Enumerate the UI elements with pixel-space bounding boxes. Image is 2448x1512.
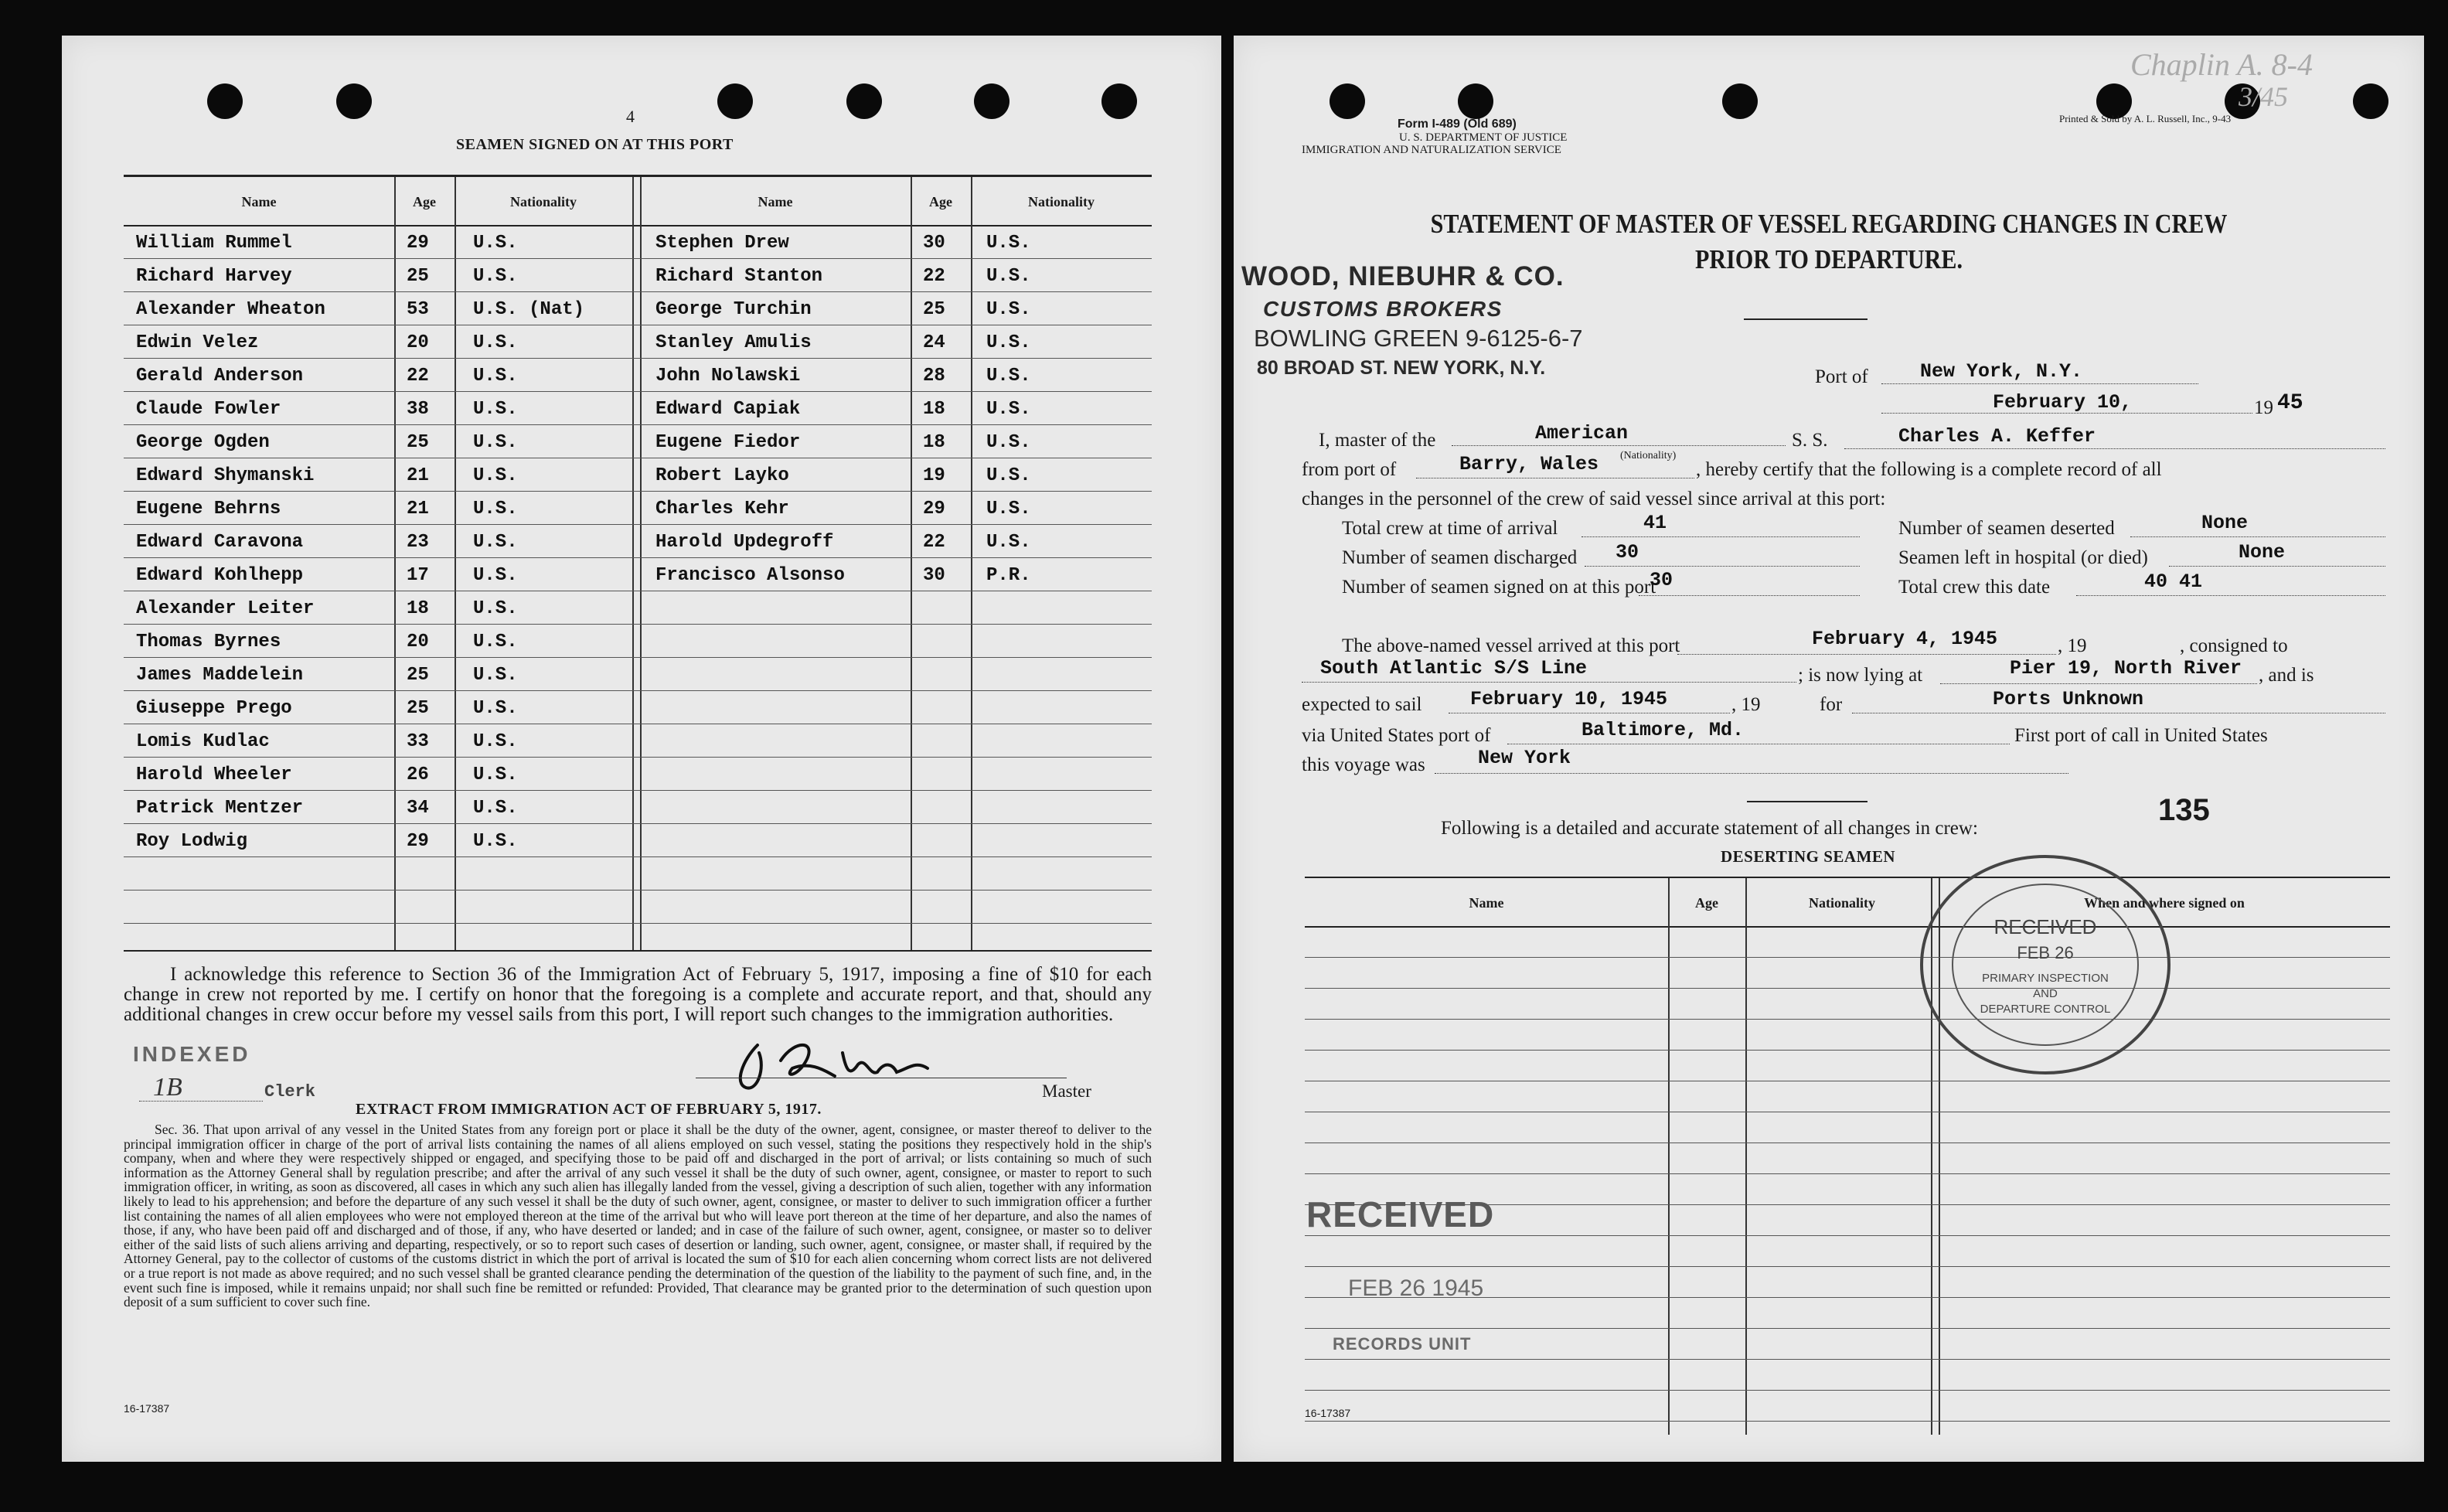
broker-stamp-name: WOOD, NIEBUHR & CO. <box>1241 261 1564 291</box>
seaman-nationality: U.S. <box>473 366 518 387</box>
column-header-nationality: Nationality <box>509 194 577 209</box>
column-header-signed-on: When and where signed on <box>2084 895 2245 911</box>
seaman-age: 25 <box>407 266 429 287</box>
seaman-nationality: U.S. <box>473 332 518 353</box>
seaman-name: Alexander Leiter <box>136 598 315 619</box>
total-crew-arrival-line <box>1581 536 1860 537</box>
seaman-nationality: U.S. <box>986 465 1031 486</box>
row-rule <box>124 358 1152 359</box>
seaman-name: Harold Updegroff <box>655 532 834 553</box>
clerk-initials: 1B <box>153 1073 182 1102</box>
seaman-age: 17 <box>407 565 429 586</box>
extract-title: EXTRACT FROM IMMIGRATION ACT OF FEBRUARY 5, 1917. <box>356 1101 822 1118</box>
inspection-stamp-line1: PRIMARY INSPECTION <box>1982 972 2109 985</box>
form-code: 16-17387 <box>1305 1407 1351 1419</box>
seaman-name: William Rummel <box>136 233 292 254</box>
seaman-nationality: U.S. <box>986 499 1031 519</box>
header-rule <box>124 225 1152 226</box>
seaman-nationality: P.R. <box>986 565 1031 586</box>
deserted-value: None <box>2201 512 2249 534</box>
inspection-stamp-received: RECEIVED <box>1993 915 2097 938</box>
date-value: February 10, <box>1993 391 2133 414</box>
hospital-line <box>2169 566 2385 567</box>
year-value: 45 <box>2277 391 2303 415</box>
for-value: Ports Unknown <box>1993 688 2144 710</box>
row-rule <box>1305 1235 2390 1236</box>
total-crew-arrival-label: Total crew at time of arrival <box>1342 518 1558 539</box>
via-label: via United States port of <box>1302 725 1491 746</box>
column-divider <box>911 177 912 950</box>
seaman-nationality: U.S. <box>986 366 1031 387</box>
port-label: Port of <box>1815 366 1868 387</box>
inspection-stamp-line2: AND <box>2033 987 2058 1000</box>
column-header-nationality: Nationality <box>1808 895 1875 911</box>
seaman-name: Stephen Drew <box>655 233 789 254</box>
discharged-label: Number of seamen discharged <box>1342 547 1578 568</box>
punch-hole <box>974 83 1010 119</box>
seaman-age: 53 <box>407 299 429 320</box>
seaman-name: Stanley Amulis <box>655 332 812 353</box>
seaman-nationality: U.S. <box>473 798 518 819</box>
vessel-name: Charles A. Keffer <box>1898 425 2096 448</box>
header-rule <box>1305 926 2390 928</box>
ss-label: S. S. <box>1792 430 1828 451</box>
row-rule <box>124 856 1152 857</box>
nationality-caption: (Nationality) <box>1620 450 1677 461</box>
seaman-nationality: U.S. <box>986 399 1031 420</box>
consigned-label: , consigned to <box>2180 635 2288 656</box>
seaman-age: 18 <box>923 432 945 453</box>
row-rule <box>124 624 1152 625</box>
seaman-age: 25 <box>407 698 429 719</box>
records-unit-stamp: RECORDS UNIT <box>1333 1334 1472 1354</box>
punch-hole <box>1101 83 1137 119</box>
lying-value: Pier 19, North River <box>2010 657 2242 679</box>
seaman-age: 29 <box>923 499 945 519</box>
seaman-name: Edward Shymanski <box>136 465 315 486</box>
broker-stamp-phone: BOWLING GREEN 9-6125-6-7 <box>1254 325 1583 352</box>
punch-hole <box>717 83 753 119</box>
total-crew-arrival-value: 41 <box>1643 512 1667 534</box>
seaman-age: 23 <box>407 532 429 553</box>
column-divider <box>632 177 634 950</box>
punch-hole <box>1330 83 1365 119</box>
seaman-name: Edward Kohlhepp <box>136 565 304 586</box>
received-date: FEB 26 1945 <box>1348 1275 1484 1301</box>
seaman-name: Eugene Behrns <box>136 499 281 519</box>
seaman-name: Edward Capiak <box>655 399 801 420</box>
total-crew-date-line <box>2076 595 2385 596</box>
master-of-label: I, master of the <box>1319 430 1436 451</box>
for-label: for <box>1820 694 1843 715</box>
arrived-line <box>1677 654 2056 655</box>
printer-credit: Printed & Sold by A. L. Russell, Inc., 9-43 <box>2059 113 2232 124</box>
seaman-nationality: U.S. <box>473 465 518 486</box>
seaman-name: Robert Layko <box>655 465 789 486</box>
seaman-name: Harold Wheeler <box>136 765 292 785</box>
row-rule <box>124 690 1152 691</box>
punch-hole <box>336 83 372 119</box>
seaman-name: Charles Kehr <box>655 499 789 519</box>
seaman-age: 26 <box>407 765 429 785</box>
seaman-nationality: U.S. <box>473 831 518 852</box>
row-rule <box>124 524 1152 525</box>
expected-value: February 10, 1945 <box>1470 688 1668 710</box>
port-value: New York, N.Y. <box>1920 360 2083 383</box>
hospital-label: Seamen left in hospital (or died) <box>1898 547 2148 568</box>
seaman-age: 19 <box>923 465 945 486</box>
column-divider <box>640 177 642 950</box>
seaman-age: 30 <box>923 565 945 586</box>
form-title-line2: PRIOR TO DEPARTURE. <box>1695 244 1963 274</box>
row-rule <box>124 291 1152 292</box>
acknowledgement-text: I acknowledge this reference to Section 36 of the Immigration Act of February 5, 1917, imposing a fine of $10 for each change in crew not reported by me. I certify on honor that the foregoing is a complete and accurate report, and that, should any additional changes in crew occur before my vessel sails from this port, I will report such changes to the immigration authorities. <box>124 964 1152 1025</box>
inspection-stamp-line3: DEPARTURE CONTROL <box>1980 1003 2111 1016</box>
date-line <box>1881 413 2252 414</box>
row-rule <box>124 790 1152 791</box>
discharged-value: 30 <box>1616 541 1639 564</box>
row-rule <box>1305 1359 2390 1360</box>
seaman-age: 22 <box>923 266 945 287</box>
column-divider <box>455 177 456 950</box>
seaman-age: 22 <box>923 532 945 553</box>
seaman-nationality: U.S. <box>986 266 1031 287</box>
seaman-name: James Maddelein <box>136 665 304 686</box>
consignee-value: South Atlantic S/S Line <box>1320 657 1588 679</box>
seaman-age: 20 <box>407 632 429 652</box>
section-title: SEAMEN SIGNED ON AT THIS PORT <box>456 136 734 153</box>
signed-on-value: 30 <box>1650 569 1673 591</box>
left-page <box>62 36 1221 1462</box>
seaman-age: 38 <box>407 399 429 420</box>
file-number: 3/45 <box>2239 81 2289 112</box>
seaman-nationality: U.S. <box>473 565 518 586</box>
lying-label: ; is now lying at <box>1798 665 1923 686</box>
deserted-line <box>2130 536 2385 537</box>
deserting-title: DESERTING SEAMEN <box>1721 847 1896 866</box>
discharged-line <box>1585 566 1860 567</box>
seaman-name: Edwin Velez <box>136 332 259 353</box>
certify-text: , hereby certify that the following is a complete record of all <box>1696 459 2162 480</box>
extract-text: Sec. 36. That upon arrival of any vessel in the United States from any foreign port or place it shall be the duty of the owner, agent, consignee, or master thereof to deliver to the principal immigration officer in charge of the port of arrival lists containing the names of all aliens employed on such vessel, stating the positions they respectively hold in the ship's company, when and where they were respectively shipped or engaged, and specifying those to be paid off and discharged in the port of arrival; or lists containing so much of such information as the Attorney General shall by regulation prescribe; and after the arrival of any such vessel it shall be the duty of such owner, agent, consignee, or master to report to such immigration officer, in writing, as soon as discovered, all cases in which any such alien has illegally landed from the vessel, giving a description of such alien, together with any information likely to lead to his apprehension; and before the departure of any such vessel it shall be the duty of such owner, agent, consignee, or master to deliver to such immigration officer a further list containing the names of all alien employees who were not employed thereon at the time of the arrival but who will leave port thereon at the time of her departure, and also the names of those, if any, who have been paid off and discharged and of those, if any, who have deserted or landed; and in case of the failure of such owner, agent, consignee, or master so to deliver either of the said lists of such aliens arriving and departing, respectively, or so to report such cases of desertion or landing, such owner, agent, consignee, or master shall, if required by the Attorney General, pay to the collector of customs of the customs district in which the port of arrival is located the sum of $10 for each alien concerning whom correct lists are not delivered or a true report is not made as above required; and no such vessel shall be granted clearance pending the determination of the question of the liability to the payment of such fine, and, in the event such fine is imposed, while it remains unpaid; nor shall such fine be remitted or refunded: Provided, That clearance may be granted prior to the determination of such question upon deposit of a sum sufficient to cover such fine. <box>124 1122 1152 1310</box>
arrived-label: The above-named vessel arrived at this port <box>1342 635 1680 656</box>
divider <box>1744 318 1867 320</box>
form-code: 16-17387 <box>124 1402 170 1415</box>
seaman-age: 33 <box>407 731 429 752</box>
row-rule <box>124 557 1152 558</box>
and-is: , and is <box>2259 665 2314 686</box>
divider <box>1747 801 1867 802</box>
punch-hole <box>1458 83 1493 119</box>
punch-hole <box>207 83 243 119</box>
clerk-label: Clerk <box>264 1082 316 1102</box>
column-header-age: Age <box>929 194 952 209</box>
following-text: Following is a detailed and accurate statement of all changes in crew: <box>1441 818 1978 839</box>
seaman-name: Thomas Byrnes <box>136 632 281 652</box>
seaman-age: 21 <box>407 499 429 519</box>
voyage-line <box>1435 773 2068 774</box>
column-header-name: Name <box>758 194 793 209</box>
inspection-stamp-date: FEB 26 <box>2017 943 2074 962</box>
master-signature <box>711 1030 1005 1099</box>
seaman-name: Roy Lodwig <box>136 831 248 852</box>
indexed-stamp: INDEXED <box>133 1042 251 1066</box>
seaman-age: 24 <box>923 332 945 353</box>
year-prefix: 19 <box>2254 397 2273 418</box>
row-rule <box>124 923 1152 924</box>
seaman-nationality: U.S. <box>986 432 1031 453</box>
broker-stamp-role: CUSTOMS BROKERS <box>1263 297 1503 321</box>
voyage-value: New York <box>1478 747 1571 769</box>
row-rule <box>1305 1328 2390 1329</box>
signed-on-line <box>1639 595 1860 596</box>
seaman-name: Claude Fowler <box>136 399 281 420</box>
seaman-nationality: U.S. <box>473 499 518 519</box>
seaman-name: Patrick Mentzer <box>136 798 304 819</box>
row-rule <box>124 491 1152 492</box>
via-value: Baltimore, Md. <box>1581 719 1745 741</box>
received-stamp: RECEIVED <box>1306 1194 1495 1234</box>
master-label: Master <box>1042 1081 1091 1101</box>
column-header-age: Age <box>1695 895 1718 911</box>
total-crew-date-value: 40 41 <box>2144 570 2203 593</box>
column-header-name: Name <box>1469 895 1504 911</box>
row-rule <box>1305 1019 2390 1020</box>
service: IMMIGRATION AND NATURALIZATION SERVICE <box>1302 144 1561 156</box>
from-port-value: Barry, Wales <box>1459 453 1599 475</box>
column-header-age: Age <box>413 194 436 209</box>
column-header-nationality: Nationality <box>1027 194 1095 209</box>
inspection-stamp <box>1914 849 2177 1081</box>
seaman-name: Alexander Wheaton <box>136 299 325 320</box>
seaman-name: Gerald Anderson <box>136 366 304 387</box>
seaman-age: 28 <box>923 366 945 387</box>
broker-stamp-address: 80 BROAD ST. NEW YORK, N.Y. <box>1257 357 1546 379</box>
seaman-nationality: U.S. <box>986 233 1031 254</box>
form-title: STATEMENT OF MASTER OF VESSEL REGARDING CHANGES IN CREW <box>1430 209 2228 239</box>
from-port-label: from port of <box>1302 459 1397 480</box>
seaman-age: 18 <box>923 399 945 420</box>
punch-hole <box>2353 83 2388 119</box>
lying-line <box>1940 683 2257 684</box>
expected-label: expected to sail <box>1302 694 1422 715</box>
deserted-label: Number of seamen deserted <box>1898 518 2115 539</box>
column-divider <box>1668 878 1670 1435</box>
seaman-name: George Ogden <box>136 432 270 453</box>
seaman-name: George Turchin <box>655 299 812 320</box>
expected-year-prefix: , 19 <box>1731 694 1761 715</box>
signed-on-label: Number of seamen signed on at this port <box>1342 577 1656 598</box>
seaman-nationality: U.S. <box>473 432 518 453</box>
seaman-nationality: U.S. <box>473 399 518 420</box>
row-rule <box>1305 1421 2390 1422</box>
nationality-line <box>1452 445 1786 446</box>
row-rule <box>1305 1390 2390 1391</box>
seaman-nationality: U.S. <box>473 765 518 785</box>
seaman-name: John Nolawski <box>655 366 801 387</box>
seaman-age: 21 <box>407 465 429 486</box>
row-rule <box>124 757 1152 758</box>
seaman-nationality: U.S. <box>473 598 518 619</box>
voyage-label: this voyage was <box>1302 754 1425 775</box>
seaman-nationality: U.S. <box>473 233 518 254</box>
page-number: 4 <box>626 107 635 126</box>
row-rule <box>1305 1050 2390 1051</box>
seaman-name: Eugene Fiedor <box>655 432 801 453</box>
column-divider <box>1745 878 1747 1435</box>
seaman-nationality: U.S. <box>986 332 1031 353</box>
first-port-label: First port of call in United States <box>2014 725 2268 746</box>
column-header-name: Name <box>241 194 277 209</box>
seaman-age: 25 <box>407 432 429 453</box>
clerk-line <box>139 1101 263 1102</box>
column-divider <box>971 177 972 950</box>
row-rule <box>124 657 1152 658</box>
vessel-line <box>1844 448 2385 449</box>
seaman-name: Richard Harvey <box>136 266 292 287</box>
form-number: Form I-489 (Old 689) <box>1398 117 1517 131</box>
seaman-age: 22 <box>407 366 429 387</box>
seaman-age: 18 <box>407 598 429 619</box>
seaman-nationality: U.S. <box>473 632 518 652</box>
seaman-nationality: U.S. <box>473 731 518 752</box>
seaman-nationality: U.S. (Nat) <box>473 299 585 320</box>
seaman-nationality: U.S. <box>473 266 518 287</box>
arrived-year-prefix: , 19 <box>2058 635 2087 656</box>
seaman-name: Francisco Alsonso <box>655 565 845 586</box>
seaman-age: 30 <box>923 233 945 254</box>
row-rule <box>1305 988 2390 989</box>
row-rule <box>1305 957 2390 958</box>
seamen-signed-on-table <box>124 175 1152 952</box>
row-rule <box>124 391 1152 392</box>
seaman-nationality: U.S. <box>473 698 518 719</box>
department: U. S. DEPARTMENT OF JUSTICE <box>1399 131 1568 144</box>
handwritten-note: Chaplin A. 8-4 <box>2130 47 2313 82</box>
total-crew-date-label: Total crew this date <box>1898 577 2051 598</box>
seaman-name: Giuseppe Prego <box>136 698 292 719</box>
row-rule <box>124 424 1152 425</box>
row-rule <box>124 258 1152 259</box>
seaman-age: 29 <box>407 831 429 852</box>
seaman-nationality: U.S. <box>986 532 1031 553</box>
seaman-age: 29 <box>407 233 429 254</box>
seaman-nationality: U.S. <box>986 299 1031 320</box>
punch-hole <box>846 83 882 119</box>
port-line <box>1881 383 2198 384</box>
nationality-value: American <box>1535 422 1629 444</box>
arrived-value: February 4, 1945 <box>1812 628 1998 650</box>
consignee-line <box>1302 682 1796 683</box>
column-divider <box>394 177 396 950</box>
seaman-age: 25 <box>923 299 945 320</box>
changes-text: changes in the personnel of the crew of said vessel since arrival at this port: <box>1302 489 1886 509</box>
row-rule <box>124 823 1152 824</box>
row-rule <box>124 890 1152 891</box>
seaman-name: Lomis Kudlac <box>136 731 270 752</box>
seaman-age: 34 <box>407 798 429 819</box>
seaman-nationality: U.S. <box>473 532 518 553</box>
seaman-name: Richard Stanton <box>655 266 823 287</box>
seaman-name: Edward Caravona <box>136 532 304 553</box>
row-rule <box>1305 1173 2390 1174</box>
row-rule <box>1305 1266 2390 1267</box>
hospital-value: None <box>2239 541 2286 564</box>
seaman-age: 25 <box>407 665 429 686</box>
right-page <box>1234 36 2424 1462</box>
seaman-nationality: U.S. <box>473 665 518 686</box>
sheet-number: 135 <box>2158 793 2210 827</box>
punch-hole <box>1722 83 1758 119</box>
seaman-age: 20 <box>407 332 429 353</box>
